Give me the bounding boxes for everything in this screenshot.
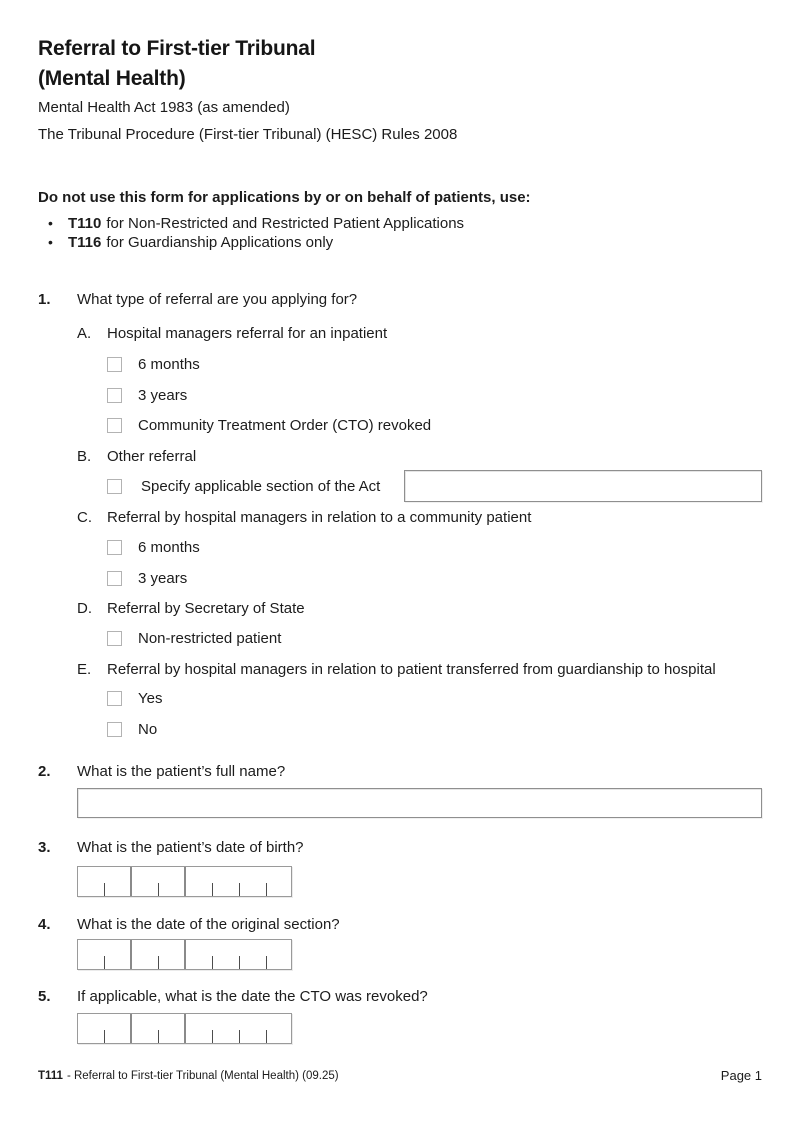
section-letter: B.: [77, 448, 92, 465]
page-title-line2: (Mental Health): [38, 67, 186, 90]
section-e-heading: [77, 662, 716, 678]
checkbox-b-specify-section[interactable]: [107, 479, 122, 494]
patient-full-name-input[interactable]: [77, 788, 762, 818]
option-label: 6 months: [138, 538, 200, 556]
notice-bullet-t110: [48, 215, 464, 232]
option-label: Yes: [138, 689, 163, 707]
option-row: [107, 690, 162, 706]
option-row: [107, 478, 380, 494]
question-number: 3.: [38, 839, 51, 856]
digit-tick: [239, 956, 240, 969]
question-text: What type of referral are you applying for?: [77, 291, 358, 308]
act-reference: Mental Health Act 1983 (as amended): [38, 99, 290, 116]
notice-heading: Do not use this form for applications by or on behalf of patients, use:: [38, 189, 531, 206]
section-c-heading: [77, 510, 531, 526]
original-section-date-field[interactable]: [77, 939, 292, 970]
digit-tick: [158, 956, 159, 969]
form-code-t116: T116: [68, 234, 102, 251]
form-code-t110: T110: [68, 215, 102, 232]
footer-form-title: - Referral to First-tier Tribunal (Mental Health) (09.25): [66, 1070, 339, 1082]
bullet-text: for Non-Restricted and Restricted Patient Applications: [106, 215, 465, 232]
section-letter: E.: [77, 661, 92, 678]
cto-revoked-date-field[interactable]: [77, 1013, 292, 1044]
rules-reference: The Tribunal Procedure (First-tier Tribunal) (HESC) Rules 2008: [38, 126, 458, 143]
date-separator: [130, 867, 132, 896]
digit-tick: [104, 956, 105, 969]
digit-tick: [212, 883, 213, 896]
option-row: [107, 630, 281, 646]
digit-tick: [104, 1030, 105, 1043]
checkbox-e-yes[interactable]: [107, 691, 122, 706]
checkbox-d-non-restricted[interactable]: [107, 631, 122, 646]
digit-tick: [212, 1030, 213, 1043]
option-label: 3 years: [138, 569, 188, 587]
checkbox-e-no[interactable]: [107, 722, 122, 737]
question-text: What is the patient’s date of birth?: [77, 839, 304, 856]
date-separator: [130, 1014, 132, 1043]
question-number: 5.: [38, 988, 51, 1005]
option-label: Community Treatment Order (CTO) revoked: [138, 416, 432, 434]
question-number: 2.: [38, 763, 51, 780]
question-number: 4.: [38, 916, 51, 933]
checkbox-a-3-years[interactable]: [107, 388, 122, 403]
digit-tick: [239, 883, 240, 896]
digit-tick: [266, 883, 267, 896]
option-label: Specify applicable section of the Act: [141, 477, 381, 495]
page-title: [38, 34, 315, 94]
section-b-heading: [77, 449, 196, 465]
specify-section-input[interactable]: [404, 470, 762, 502]
digit-tick: [158, 883, 159, 896]
date-separator: [130, 940, 132, 969]
option-label: 3 years: [138, 386, 188, 404]
section-label: Hospital managers referral for an inpatient: [107, 325, 388, 342]
page-number: Page 1: [720, 1068, 762, 1083]
option-row: [107, 356, 200, 372]
option-row: [107, 417, 431, 433]
digit-tick: [266, 956, 267, 969]
option-row: [107, 570, 187, 586]
bullet-text: for Guardianship Applications only: [106, 234, 334, 251]
section-letter: C.: [77, 509, 92, 526]
option-row: [107, 387, 187, 403]
digit-tick: [104, 883, 105, 896]
question-text: What is the patient’s full name?: [77, 763, 286, 780]
option-label: No: [138, 720, 158, 738]
checkbox-c-3-years[interactable]: [107, 571, 122, 586]
question-4: [38, 917, 340, 933]
date-separator: [184, 867, 186, 896]
date-of-birth-field[interactable]: [77, 866, 292, 897]
section-letter: D.: [77, 600, 92, 617]
section-label: Other referral: [107, 448, 197, 465]
question-number: 1.: [38, 291, 51, 308]
section-label: Referral by hospital managers in relation to a community patient: [107, 509, 532, 526]
section-label: Referral by hospital managers in relation to patient transferred from guardianship to hospital: [107, 661, 716, 678]
option-label: 6 months: [138, 355, 200, 373]
bullet-icon: •: [48, 215, 53, 231]
question-text: If applicable, what is the date the CTO was revoked?: [77, 988, 428, 1005]
date-separator: [184, 940, 186, 969]
footer-form-reference: [38, 1070, 339, 1083]
option-row: [107, 539, 200, 555]
section-letter: A.: [77, 325, 92, 342]
digit-tick: [212, 956, 213, 969]
digit-tick: [239, 1030, 240, 1043]
question-2: [38, 764, 285, 780]
checkbox-a-6-months[interactable]: [107, 357, 122, 372]
section-d-heading: [77, 601, 305, 617]
option-label: Non-restricted patient: [138, 629, 282, 647]
question-5: [38, 989, 428, 1005]
checkbox-c-6-months[interactable]: [107, 540, 122, 555]
section-label: Referral by Secretary of State: [107, 600, 305, 617]
section-a-heading: [77, 326, 387, 342]
option-row: [107, 721, 157, 737]
checkbox-a-cto-revoked[interactable]: [107, 418, 122, 433]
question-1: [38, 292, 357, 308]
notice-bullet-t116: [48, 234, 333, 251]
digit-tick: [158, 1030, 159, 1043]
bullet-icon: •: [48, 234, 53, 250]
page-title-line1: Referral to First-tier Tribunal: [38, 37, 316, 60]
date-separator: [184, 1014, 186, 1043]
digit-tick: [266, 1030, 267, 1043]
footer-form-code: T111: [38, 1070, 63, 1082]
question-3: [38, 840, 304, 856]
question-text: What is the date of the original section?: [77, 916, 340, 933]
